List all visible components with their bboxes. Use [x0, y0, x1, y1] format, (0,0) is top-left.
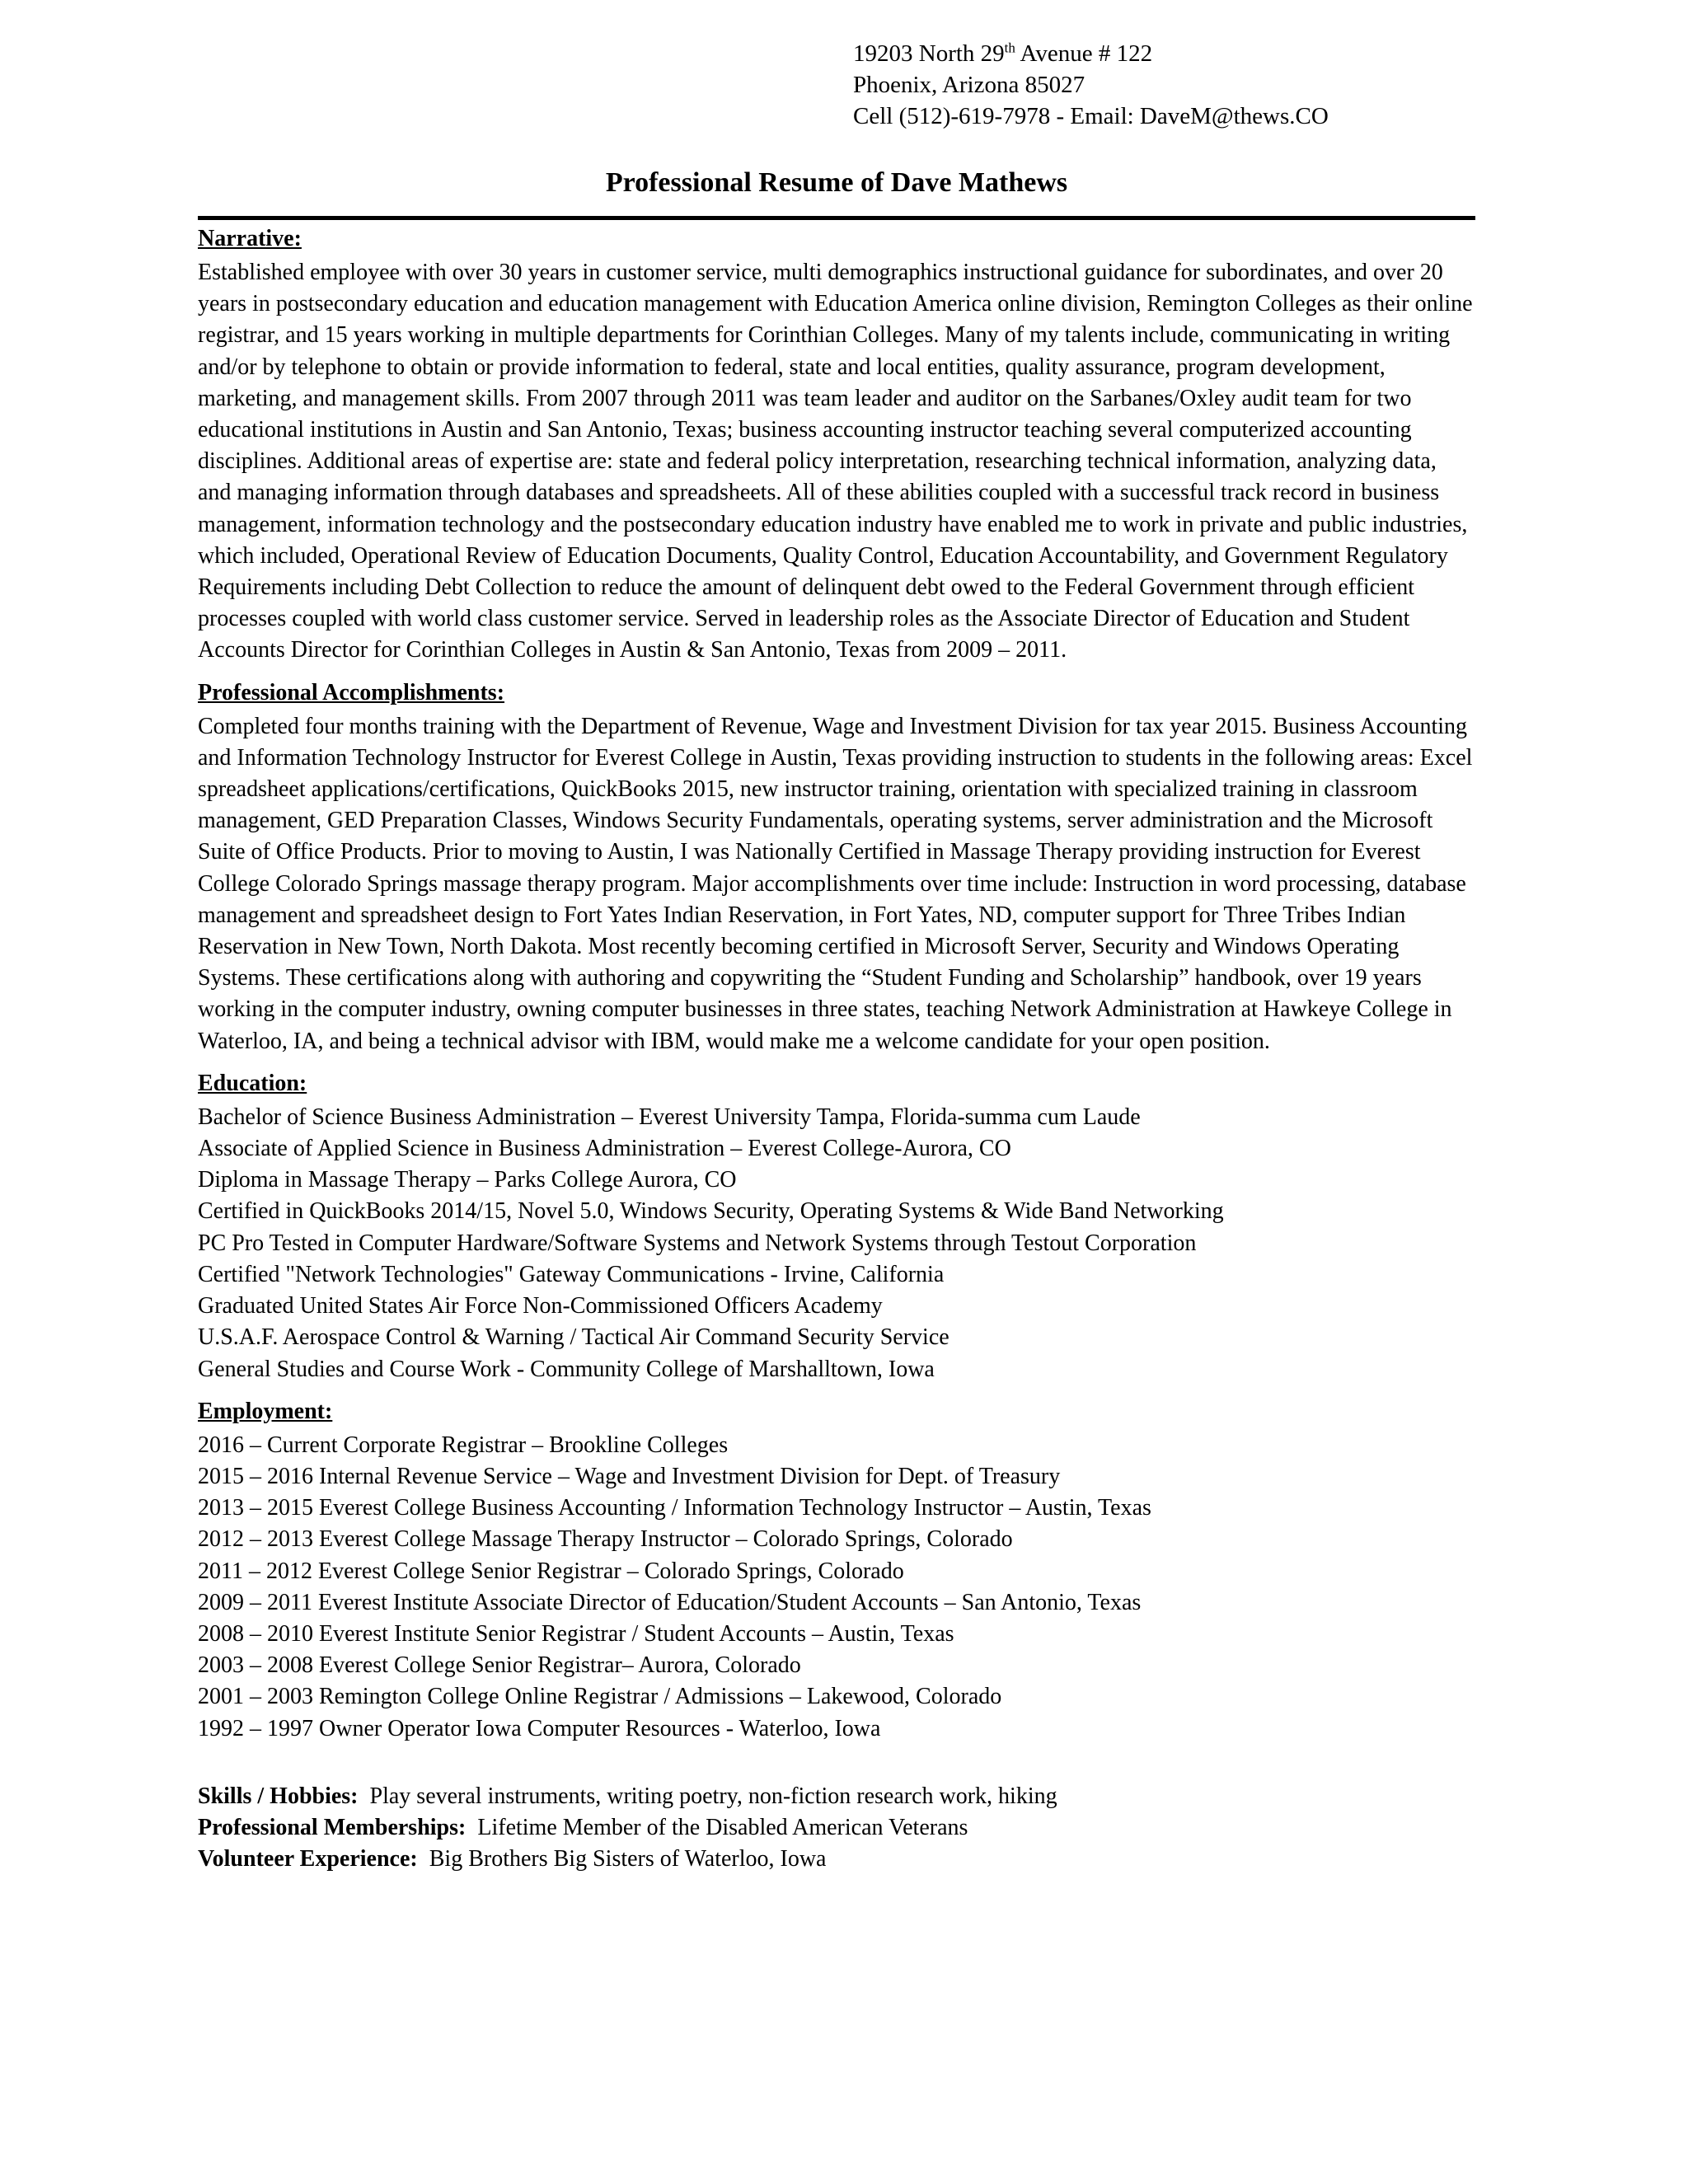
narrative-heading: Narrative: [198, 226, 302, 251]
skills-label: Skills / Hobbies: [198, 1783, 359, 1809]
education-item: Certified "Network Technologies" Gateway Communications - Irvine, California [198, 1261, 945, 1287]
accomplishments-heading: Professional Accomplishments: [198, 679, 505, 705]
memberships-label: Professional Memberships: [198, 1814, 467, 1840]
education-item: Bachelor of Science Business Administration – Everest University Tampa, Florida-summa cum Laude [198, 1104, 1141, 1130]
education-heading: Education: [198, 1070, 307, 1096]
skills-value: Play several instruments, writing poetry, non-fiction research work, hiking [369, 1783, 1057, 1809]
employment-list [198, 1430, 1475, 1745]
memberships-row [198, 1812, 1475, 1844]
employment-item: 2016 – Current Corporate Registrar – Brookline Colleges [198, 1432, 729, 1458]
employment-item: 2011 – 2012 Everest College Senior Registrar – Colorado Springs, Colorado [198, 1558, 904, 1584]
volunteer-label: Volunteer Experience: [198, 1846, 418, 1872]
address-line-city: Phoenix, Arizona 85027 [853, 72, 1085, 98]
title-rule [198, 216, 1475, 220]
education-item: General Studies and Course Work - Community College of Marshalltown, Iowa [198, 1356, 935, 1382]
education-list [198, 1102, 1475, 1385]
contact-block [853, 38, 1329, 132]
education-item: Associate of Applied Science in Business Administration – Everest College-Aurora, CO [198, 1136, 1011, 1162]
employment-item: 2008 – 2010 Everest Institute Senior Registrar / Student Accounts – Austin, Texas [198, 1620, 954, 1647]
accomplishments-text: Completed four months training with the Department of Revenue, Wage and Investment Division for tax year 2015. Business Accounting and Information Technology Instructor for Everest College in Austin, Texas providing instruction to students in the following areas: Excel spreadsheet applications/certifications, QuickBooks 2015, new instructor training, orientation with specialized training in classroom management, GED Preparation Classes, Windows Security Fundamentals, operating systems, server administration and the Microsoft Suite of Office Products. Prior to moving to Austin, I was Nationally Certified in Massage Therapy providing instruction for Everest College Colorado Springs massage therapy program. Major accomplishments over time include: Instruction in word processing, database management and spreadsheet design to Fort Yates Indian Reservation, in Fort Yates, ND, computer support for Three Tribes Indian Reservation in New Town, North Dakota. Most recently becoming certified in Microsoft Server, Security and Windows Operating Systems. These certifications along with authoring and copywriting the “Student Funding and Scholarship” handbook, over 19 years working in the computer industry, owning computer businesses in three states, teaching Network Administration at Hawkeye College in Waterloo, IA, and being a technical advisor with IBM, would make me a welcome candidate for your open position. [198, 713, 1473, 1054]
narrative-text: Established employee with over 30 years in customer service, multi demographics instructional guidance for subordinates, and over 20 years in postsecondary education and education management with Education America online division, Remington Colleges as their online registrar, and 15 years working in multiple departments for Corinthian Colleges. Many of my talents include, communicating in writing and/or by telephone to obtain or provide information to federal, state and local entities, quality assurance, program development, marketing, and management skills. From 2007 through 2011 was team leader and auditor on the Sarbanes/Oxley audit team for two educational institutions in Austin and San Antonio, Texas; business accounting instructor teaching several computerized accounting disciplines. Additional areas of expertise are: state and federal policy interpretation, researching technical information, analyzing data, and managing information through databases and spreadsheets. All of these abilities coupled with a successful track record in business management, information technology and the postsecondary education industry have enabled me to work in private and public industries, which included, Operational Review of Education Documents, Quality Control, Education Accountability, and Government Regulatory Requirements including Debt Collection to reduce the amount of delinquent debt owed to the Federal Government through efficient processes coupled with world class customer service. Served in leadership roles as the Associate Director of Education and Student Accounts Director for Corinthian Colleges in Austin & San Antonio, Texas from 2009 – 2011. [198, 260, 1473, 663]
resume-body [198, 221, 1475, 1875]
education-item: Certified in QuickBooks 2014/15, Novel 5.0, Windows Security, Operating Systems & Wide Band Networking [198, 1198, 1224, 1225]
education-item: PC Pro Tested in Computer Hardware/Software Systems and Network Systems through Testout Corporation [198, 1230, 1197, 1256]
education-item: U.S.A.F. Aerospace Control & Warning / Tactical Air Command Security Service [198, 1324, 950, 1351]
education-item: Graduated United States Air Force Non-Commissioned Officers Academy [198, 1293, 883, 1319]
volunteer-value: Big Brothers Big Sisters of Waterloo, Iowa [429, 1846, 827, 1872]
employment-heading: Employment: [198, 1398, 333, 1424]
skills-row [198, 1781, 1475, 1812]
memberships-value: Lifetime Member of the Disabled American Veterans [477, 1814, 968, 1840]
contact-phone-email: Cell (512)-619-7978 - Email: DaveM@thews.CO [853, 103, 1329, 129]
employment-item: 2015 – 2016 Internal Revenue Service – Wage and Investment Division for Dept. of Treasury [198, 1463, 1061, 1489]
extras-block [198, 1781, 1475, 1876]
spacer [198, 1753, 1475, 1781]
employment-item: 2009 – 2011 Everest Institute Associate Director of Education/Student Accounts – San Antonio, Texas [198, 1589, 1142, 1615]
employment-item: 1992 – 1997 Owner Operator Iowa Computer Resources - Waterloo, Iowa [198, 1715, 881, 1741]
address-line-street: 19203 North 29th Avenue # 122 [853, 40, 1153, 67]
employment-item: 2013 – 2015 Everest College Business Accounting / Information Technology Instructor – Austin, Texas [198, 1495, 1151, 1521]
employment-item: 2001 – 2003 Remington College Online Registrar / Admissions – Lakewood, Colorado [198, 1684, 1002, 1710]
education-item: Diploma in Massage Therapy – Parks College Aurora, CO [198, 1167, 737, 1193]
employment-item: 2003 – 2008 Everest College Senior Registrar– Aurora, Colorado [198, 1652, 801, 1679]
employment-item: 2012 – 2013 Everest College Massage Therapy Instructor – Colorado Springs, Colorado [198, 1526, 1013, 1553]
volunteer-row [198, 1844, 1475, 1875]
resume-title: Professional Resume of Dave Mathews [605, 167, 1068, 198]
